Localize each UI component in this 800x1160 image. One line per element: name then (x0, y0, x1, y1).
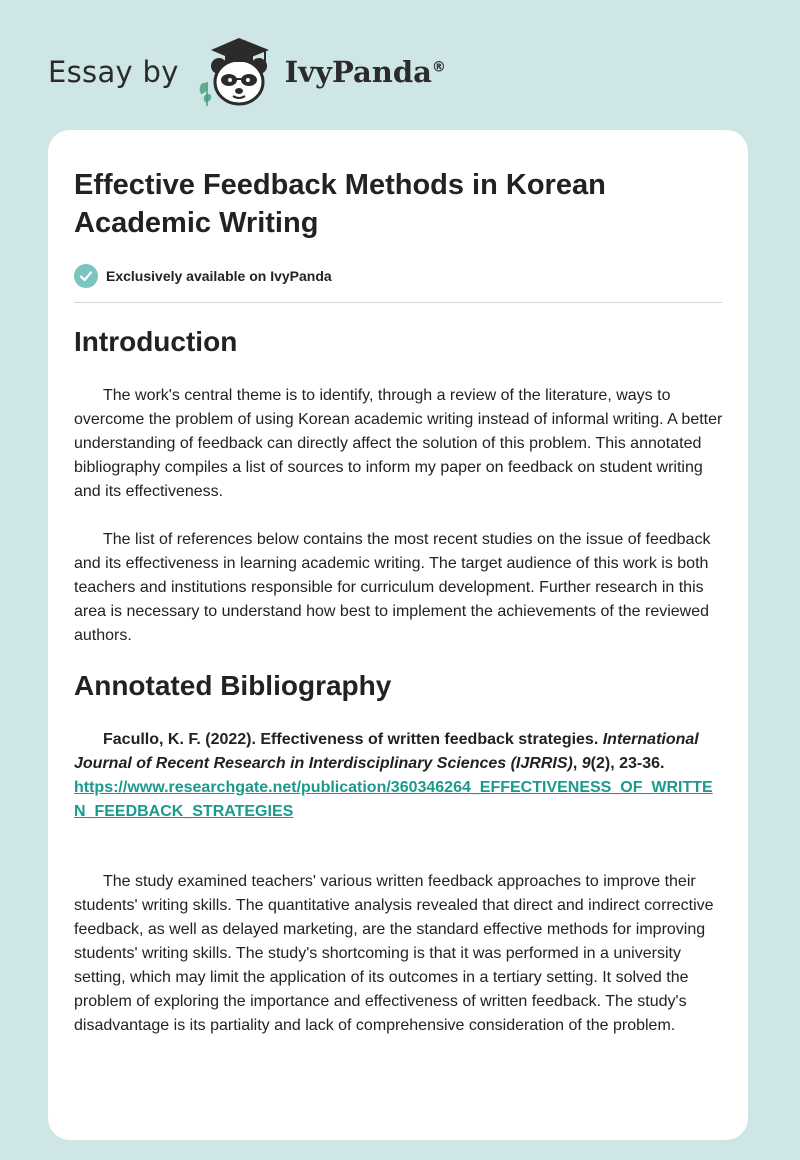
panda-logo-icon (193, 36, 279, 108)
section-heading-annotated-bibliography: Annotated Bibliography (74, 670, 392, 701)
exclusive-badge-label: Exclusively available on IvyPanda (106, 268, 332, 284)
brand-prefix: Essay by (48, 55, 179, 89)
essay-card (48, 130, 748, 1140)
annotation-paragraph: The study examined teachers' various written feedback approaches to improve their students' writing skills. The quantitative analysis revealed that direct and indirect corrective feedback, as well as delayed marketing, are the standard effective methods for improving students' writing skills. The study's shortcoming is that it was performed in a university setting, which may limit the application of its outcomes in a tertiary setting. It solved the problem of exploring the importance and effectiveness of written feedback. The study's disadvantage is its partiality and lack of comprehensive consideration of the problem. (74, 873, 714, 1034)
bibliography-citation: Facullo, K. F. (2022). Effectiveness of written feedback strategies. International Journal of Recent Research in Interdisciplinary Sciences (IJRRIS), 9(2), 23-36. https://www.researchgate.net/publication/360346264_EFFECTIVENESS_OF_WRITTEN_FEEDBACK_STRATEGIES (74, 731, 713, 820)
intro-paragraph-2: The list of references below contains the most recent studies on the issue of feedback and its effectiveness in learning academic writing. The target audience of this work is both teachers and institutions responsible for curriculum development. Further research in this area is necessary to understand how best to implement the achievements of the reviewed authors. (74, 531, 711, 644)
citation-volume: 9 (581, 755, 591, 772)
essay-title: Effective Feedback Methods in Korean Academic Writing (74, 169, 606, 239)
divider (74, 302, 722, 303)
intro-paragraph-1: The work's central theme is to identify, through a review of the literature, ways to overcome the problem of using Korean academic writing instead of informal writing. A better understanding of feedback can directly affect the solution of this problem. This annotated bibliography compiles a list of sources to inform my paper on feedback on student writing and its effectiveness. (74, 387, 723, 500)
citation-link[interactable]: https://www.researchgate.net/publication/360346264_EFFECTIVENESS_OF_WRITTEN_FEEDBACK_STRATEGIES (74, 779, 713, 820)
exclusive-badge (74, 264, 332, 288)
check-circle-icon (74, 264, 98, 288)
brand-header (48, 36, 508, 108)
citation-issue-pages: (2), 23-36. (590, 755, 665, 772)
registered-mark: ® (431, 59, 446, 76)
brand-name: IvyPanda® (284, 55, 446, 89)
citation-authors: Facullo, K. F. (2022). Effectiveness of written feedback strategies. (103, 731, 599, 748)
citation-journal: International Journal of Recent Research in Interdisciplinary Sciences (IJRRIS) (74, 731, 699, 772)
section-heading-introduction: Introduction (74, 326, 238, 357)
